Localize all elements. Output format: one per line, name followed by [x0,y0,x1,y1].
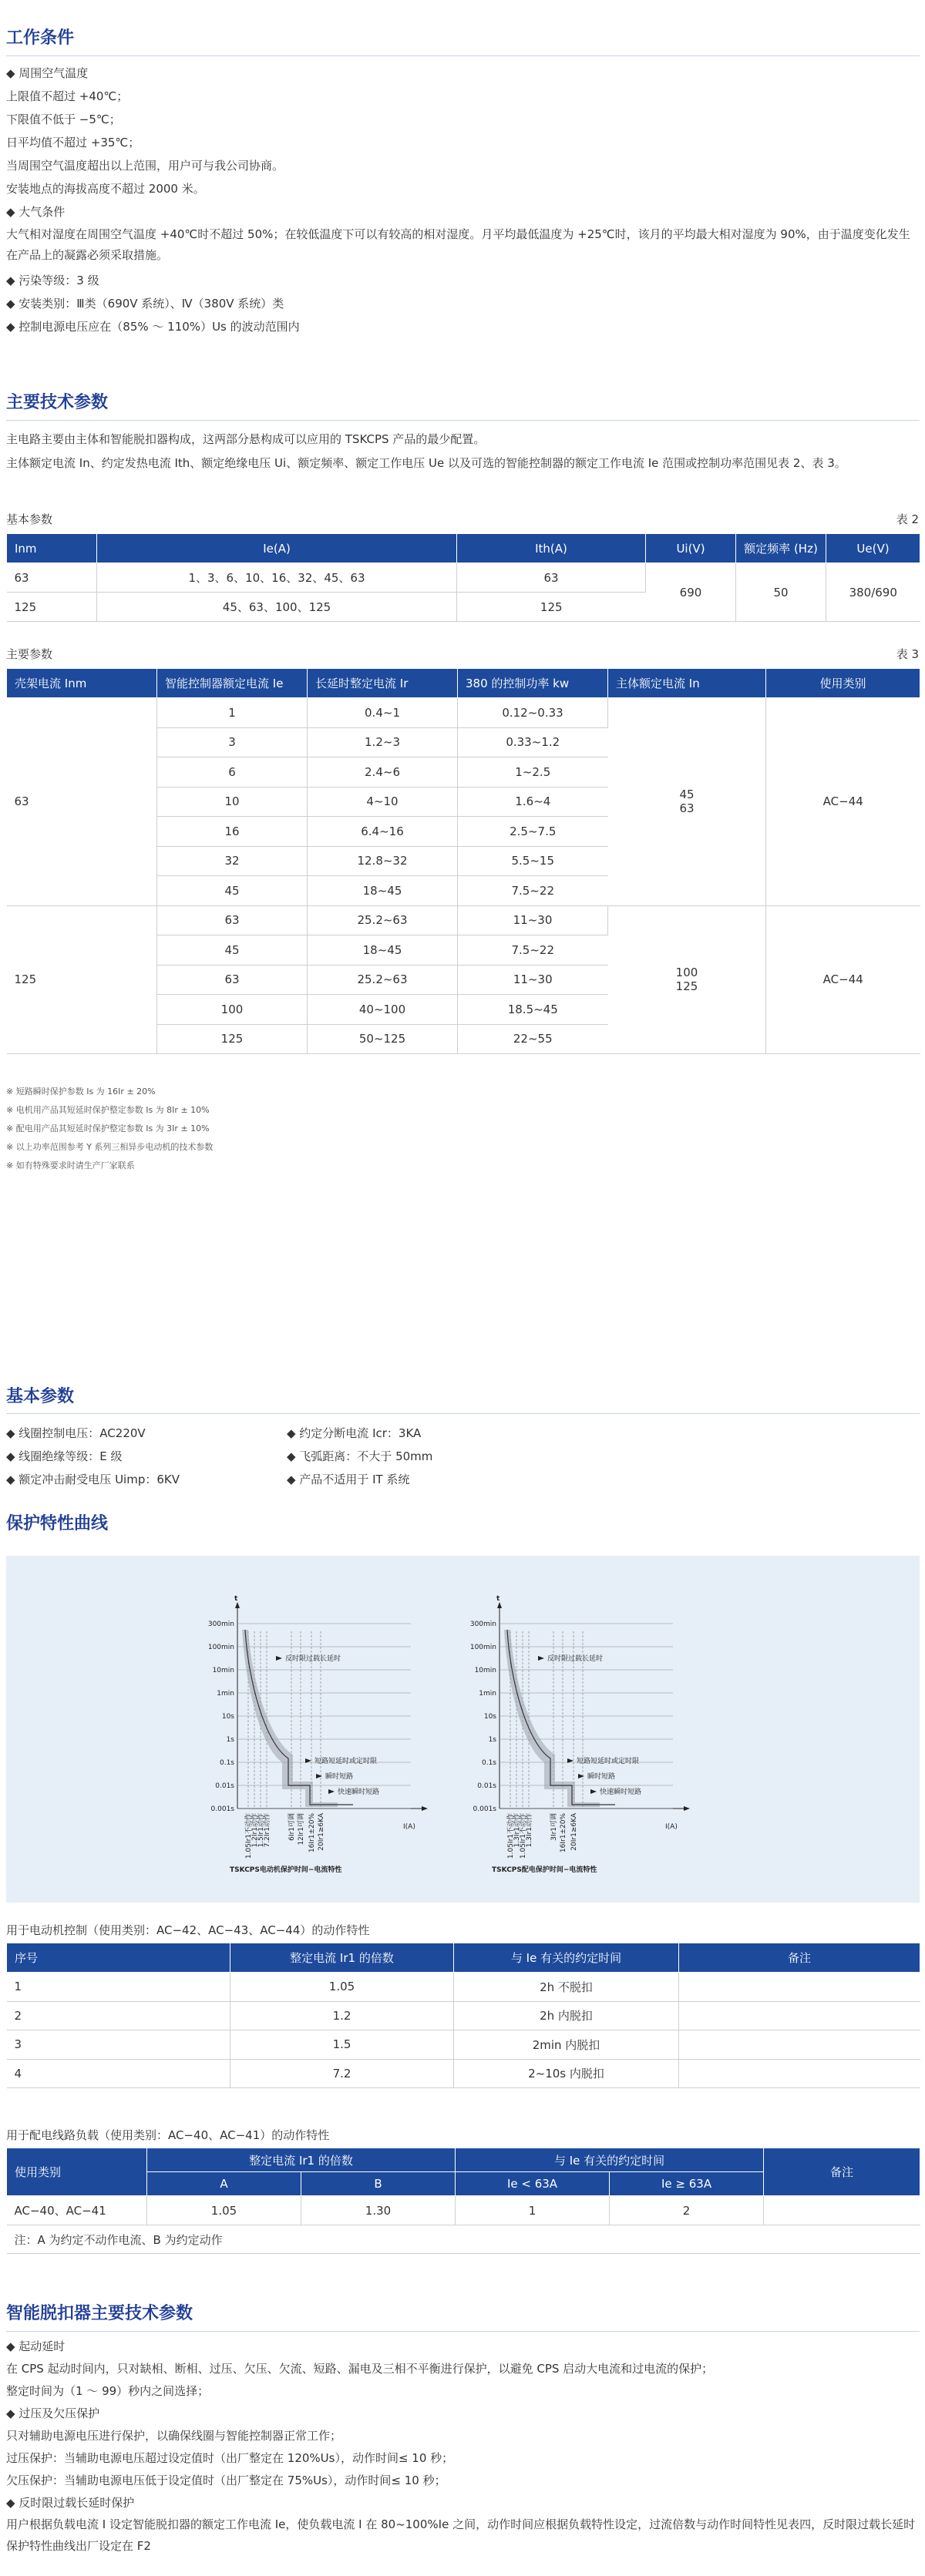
table-header: 与 Ie 有关的约定时间 [456,2148,764,2172]
table-cell: 125 [7,593,97,622]
table-cell: 2.4~6 [308,757,458,788]
y-axis-label: t [234,1595,238,1603]
table-cell: 1.5 [230,2030,454,2060]
spec-item: ◆ 产品不适用于 IT 系统 [287,1473,410,1486]
table-cell: 1.6~4 [458,787,608,817]
annotation-label: 短路短延时或定时限 [314,1758,378,1765]
table-row [7,2225,920,2254]
table-cell: 4 [7,2059,230,2088]
x-tick-label: 7.2Ir1动作 [264,1813,271,1848]
table-cell: 11~30 [458,905,608,935]
table-cell: 1.30 [301,2196,456,2225]
spec-item: ◆ 额定冲击耐受电压 Uimp：6KV [6,1473,180,1486]
y-tick-label: 300min [469,1620,496,1628]
annotation-arrow [276,1656,282,1661]
y-axis-arrow [497,1602,502,1608]
y-tick-label: 1s [226,1736,234,1744]
x-tick-label: 20Ir1≥6KA [318,1813,325,1851]
note-line: ※ 配电用产品其短延时保护整定参数 Is 为 3Ir ± 10% [6,1123,210,1134]
annotation-label: 瞬时短路 [587,1773,616,1781]
y-axis-label: t [496,1595,500,1603]
table-cell: 380/690 [826,563,920,622]
note-line: ※ 如有特殊要求时请生产厂家联系 [6,1160,135,1170]
control-voltage: ◆ 控制电源电压应在（85% ～ 110%）Us 的波动范围内 [6,320,300,334]
table-cell: 25.2~63 [308,965,458,995]
y-tick-label: 0.01s [215,1782,234,1790]
trip-line: 欠压保护：当辅助电源电压低于设定值时（出厂整定在 75%Us），动作时间≤ 10 秒； [6,2474,446,2487]
table-cell: 125 [7,905,157,1054]
table-header: 使用类别 [766,669,920,698]
y-axis-arrow [235,1602,240,1608]
trip-line: ◆ 反时限过载长延时保护 [6,2496,135,2510]
section-title-protection-curve: 保护特性曲线 [6,1514,109,1533]
x-tick-label: 16Ir1±20% [560,1813,567,1853]
table-cell: 63 [157,905,308,935]
table-cell [608,905,766,1054]
section-title-main-params: 主要技术参数 [6,393,109,412]
chart-title: TSKCPS配电保护时间−电流特性 [492,1866,597,1874]
y-tick-label: 100min [207,1644,234,1651]
protection-curve-panel [6,1556,920,1903]
annotation-arrow [590,1789,597,1794]
table-cell: AC−40、AC−41 [7,2196,147,2225]
table-header: 长延时整定电流 Ir [308,669,458,698]
table-cell [679,2001,920,2030]
table-cell: 1.05 [147,2196,301,2225]
y-tick-label: 10s [221,1713,234,1721]
y-tick-label: 0.1s [481,1759,496,1767]
in-value: 45 [679,788,695,802]
table-row [7,2030,920,2060]
table-cell: 45、63、100、125 [97,593,457,622]
table-cell: 22~55 [458,1024,608,1054]
main-params-p2: 主体额定电流 In、约定发热电流 Ith、额定绝缘电压 Ui、额定频率、额定工作电压 Ue 以及可选的智能控制器的额定工作电流 Ie 范围或控制功率范围见表 2、表 3。 [6,456,846,470]
table-cell [679,2030,920,2060]
section-title-trip-unit: 智能脱扣器主要技术参数 [6,2304,193,2323]
table-cell: 100 [157,995,308,1025]
spec-item: ◆ 约定分断电流 Icr：3KA [287,1426,422,1440]
table-cell: 6 [157,757,308,788]
annotation-label: 反时限过载长延时 [547,1655,604,1663]
table-cell: 4~10 [308,787,458,817]
in-value: 100 [675,966,698,980]
trip-line: 只对辅助电源电压进行保护，以确保线圈与智能控制器正常工作； [6,2429,342,2443]
temp-lower: 下限值不低于 −5℃； [6,113,121,126]
y-tick-label: 1s [488,1736,496,1744]
table2-label: 表 2 [896,512,919,526]
table-cell: 40~100 [308,995,458,1025]
table-header: 备注 [764,2148,920,2196]
table-cell: 12.8~32 [308,846,458,876]
table-cell: 2 [7,2001,230,2030]
table-header: 380 的控制功率 kw [458,669,608,698]
trip-last-paragraph: 用户根据负载电流 I 设定智能脱扣器的额定工作电流 Ie，使负载电流 I 在 80~100%Ie 之间，动作时间应根据负载特性设定，过流倍数与动作时间特性见表四，反时限过载长延时保护特性曲线出厂设定在 F2 [6,2517,916,2553]
table-cell: AC−44 [766,905,920,1054]
table-note: 注：A 为约定不动作电流、B 为约定动作 [7,2225,920,2254]
annotation-label: 短路短延时或定时限 [577,1758,640,1765]
temp-note: 当周围空气温度超出以上范围，用户可与我公司协商。 [6,159,284,173]
in-value: 125 [675,979,698,994]
table-header: Ie < 63A [456,2172,610,2196]
atmos-heading: ◆ 大气条件 [6,205,66,219]
table-cell: 3 [7,2030,230,2060]
title-divider [6,2331,920,2332]
y-tick-label: 300min [207,1620,234,1628]
note-line: ※ 电机用产品其短延时保护整定参数 Is 为 8Ir ± 10% [6,1105,210,1115]
table-cell: 32 [157,846,308,876]
table-row [7,2196,920,2225]
table-cell: 11~30 [458,965,608,995]
annotation-label: 反时限过载长延时 [285,1655,341,1663]
protection-curve-chart [6,1556,920,1903]
x-tick-label: 12Ir1可调 [298,1813,305,1846]
table-header: A [147,2172,301,2196]
table-cell: 125 [457,593,646,622]
table-cell: 63 [457,563,646,593]
y-tick-label: 100min [469,1644,496,1651]
table-cell: AC−44 [766,698,920,906]
table-cell [764,2196,920,2225]
table-cell: 2 [610,2196,764,2225]
trip-line: 在 CPS 起动时间内，只对缺相、断相、过压、欠压、欠流、短路、漏电及三相不平衡进行保护，以避免 CPS 启动大电流和过电流的保护； [6,2362,714,2376]
trip-line: 过压保护：当辅助电源电压超过设定值时（出厂整定在 120%Us），动作时间≤ 10 秒； [6,2451,454,2465]
x-tick-label: 1.05Ir1不动作 [245,1813,253,1859]
altitude-note: 安装地点的海拔高度不超过 2000 米。 [6,182,205,196]
table-header: 序号 [7,1943,230,1973]
x-axis-label: I(A) [403,1823,415,1831]
table-header: Ui(V) [646,534,736,563]
table-cell: 25.2~63 [308,905,458,935]
spec-item: ◆ 线圈控制电压：AC220V [6,1426,146,1440]
trip-line: ◆ 起动延时 [6,2339,66,2353]
table-cell: 2.5~7.5 [458,817,608,847]
table-row [7,2001,920,2030]
table-cell: 6.4~16 [308,817,458,847]
x-tick-label: 1.3Ir1动作 [526,1813,533,1848]
annotation-arrow [538,1656,544,1661]
table-cell: 18~45 [308,935,458,966]
table-cell: 2h 不脱扣 [454,1973,679,2002]
table-cell: 45 [157,876,308,906]
spec-item: ◆ 飞弧距离：不大于 50mm [287,1449,433,1463]
atmos-text: 大气相对湿度在周围空气温度 +40℃时不超过 50%；在较低温度下可以有较高的相对湿度。月平均最低温度为 +25℃时，该月的平均最大相对湿度为 90%，由于温度变化发生在产品上的凝露必须采取措施。 [6,227,910,262]
y-tick-label: 1min [217,1690,234,1698]
x-tick-label: 1.05Ir1不动作 [520,1813,527,1859]
table-header: 壳架电流 Inm [7,669,157,698]
y-tick-label: 0.01s [477,1782,496,1790]
x-tick-label: 6Ir1可调 [288,1813,296,1841]
table-cell: 1 [7,1973,230,2002]
table-header: 智能控制器额定电流 Ie [157,669,308,698]
y-tick-label: 0.1s [219,1759,234,1767]
table-row [7,563,920,593]
temp-upper: 上限值不超过 +40℃； [6,89,129,103]
title-divider [6,55,920,56]
table-row [7,1973,920,2002]
x-tick-label: 1.5Ir1动作 [257,1813,265,1848]
table3-label: 表 3 [896,647,919,661]
table-cell: 10 [157,787,308,817]
y-tick-label: 0.001s [473,1805,496,1813]
y-tick-label: 0.001s [210,1805,234,1813]
table-cell: 125 [157,1024,308,1054]
trip-line: 整定时间为（1 ～ 99）秒内之间选择； [6,2384,210,2398]
table-cell [679,2059,920,2088]
pollution-level: ◆ 污染等级：3 级 [6,274,99,287]
x-axis-label: I(A) [665,1823,678,1831]
install-category: ◆ 安装类别：Ⅲ类（690V 系统）、Ⅳ（380V 系统）类 [6,297,284,311]
table-cell: 1.2~3 [308,727,458,757]
table-header: 额定频率 (Hz) [736,534,826,563]
table-cell: 1~2.5 [458,757,608,788]
distribution-action-table [6,2148,920,2254]
annotation-arrow [578,1774,584,1778]
table-row [7,905,920,935]
x-tick-label: 20Ir1≥6KA [570,1813,578,1851]
x-tick-label: 3Ir1可调 [550,1813,558,1841]
table-cell: 7.2 [230,2059,454,2088]
table-cell: 1 [456,2196,610,2225]
section-title-working-conditions: 工作条件 [6,29,75,48]
table-cell: 63 [7,563,97,593]
table-header: B [301,2172,456,2196]
table3-caption: 主要参数 [6,647,53,661]
table-cell [679,1973,920,2002]
annotation-arrow [316,1774,322,1778]
table-cell: 0.33~1.2 [458,727,608,757]
trip-line: ◆ 过压及欠压保护 [6,2406,100,2420]
annotation-label: 快速瞬时短路 [600,1788,642,1796]
table-cell: 1 [157,698,308,728]
table-header: 与 Ie 有关的约定时间 [454,1943,679,1973]
table-cell: 0.4~1 [308,698,458,728]
table-row [7,698,920,728]
table-cell: 16 [157,817,308,847]
table-header: Ie ≥ 63A [610,2172,764,2196]
table-row [7,2059,920,2088]
table-cell: 1.2 [230,2001,454,2030]
table-cell: 2h 内脱扣 [454,2001,679,2030]
table-header: Ith(A) [457,534,646,563]
table-cell: 45 [157,935,308,966]
table-cell: 3 [157,727,308,757]
table-header: Ue(V) [826,534,920,563]
title-divider [6,1413,920,1414]
table5-caption: 用于配电线路负载（使用类别：AC−40、AC−41）的动作特性 [6,2128,330,2142]
in-value: 63 [679,801,695,816]
table-cell: 7.5~22 [458,876,608,906]
annotation-label: 瞬时短路 [325,1773,354,1781]
table-cell: 7.5~22 [458,935,608,966]
table-cell: 18.5~45 [458,995,608,1025]
annotation-label: 快速瞬时短路 [338,1788,380,1796]
x-axis-arrow [684,1806,690,1811]
table4-caption: 用于电动机控制（使用类别：AC−42、AC−43、AC−44）的动作特性 [6,1923,370,1937]
table-cell: 1、3、6、10、16、32、45、63 [97,563,457,593]
table-cell [608,698,766,906]
table-cell: 18~45 [308,876,458,906]
spec-item: ◆ 线圈绝缘等级：E 级 [6,1449,123,1463]
main-params-table [6,668,920,1054]
note-line: ※ 以上功率范围参考 Y 系列三相异步电动机的技术参数 [6,1142,214,1152]
table-cell: 2min 内脱扣 [454,2030,679,2060]
x-tick-label: 1.2Ir1动作 [251,1813,259,1848]
y-tick-label: 10s [483,1713,496,1721]
section-title-basic-params: 基本参数 [6,1387,75,1406]
table-header: 整定电流 Ir1 的倍数 [147,2148,456,2172]
motor-curve-chart [208,1595,428,1874]
y-tick-label: 10min [212,1667,234,1674]
table-header: 整定电流 Ir1 的倍数 [230,1943,454,1973]
title-divider [6,420,920,421]
note-line: ※ 短路瞬时保护参数 Is 为 16Ir ± 20% [6,1086,156,1097]
x-tick-label: 1.3Ir1动作 [513,1813,521,1848]
table-cell: 63 [7,698,157,906]
table-cell: 5.5~15 [458,846,608,876]
distribution-curve-chart [470,1595,690,1874]
temp-heading: ◆ 周围空气温度 [6,66,89,80]
table2-caption: 基本参数 [6,512,53,526]
table-cell: 2~10s 内脱扣 [454,2059,679,2088]
table-cell: 690 [646,563,736,622]
table-header: Inm [7,534,97,563]
y-tick-label: 1min [479,1690,496,1698]
table-cell: 50 [736,563,826,622]
x-tick-label: 16Ir1±20% [308,1813,316,1853]
table-cell: 50~125 [308,1024,458,1054]
table-header: Ie(A) [97,534,457,563]
table-header: 使用类别 [7,2148,147,2196]
motor-action-table [6,1943,920,2088]
table-cell: 63 [157,965,308,995]
x-axis-arrow [422,1806,428,1811]
main-params-p1: 主电路主要由主体和智能脱扣器构成，这两部分悬构成可以应用的 TSKCPS 产品的最少配置。 [6,432,486,446]
x-tick-label: 1.05Ir1不动作 [507,1813,515,1859]
y-tick-label: 10min [474,1667,496,1674]
table-cell: 1.05 [230,1973,454,2002]
chart-title: TSKCPS电动机保护时间−电流特性 [230,1866,342,1874]
table-cell: 0.12~0.33 [458,698,608,728]
basic-params-table [6,533,920,622]
table-header: 主体额定电流 In [608,669,766,698]
temp-avg: 日平均值不超过 +35℃； [6,136,140,149]
table-header: 备注 [679,1943,920,1973]
annotation-arrow [328,1789,335,1794]
